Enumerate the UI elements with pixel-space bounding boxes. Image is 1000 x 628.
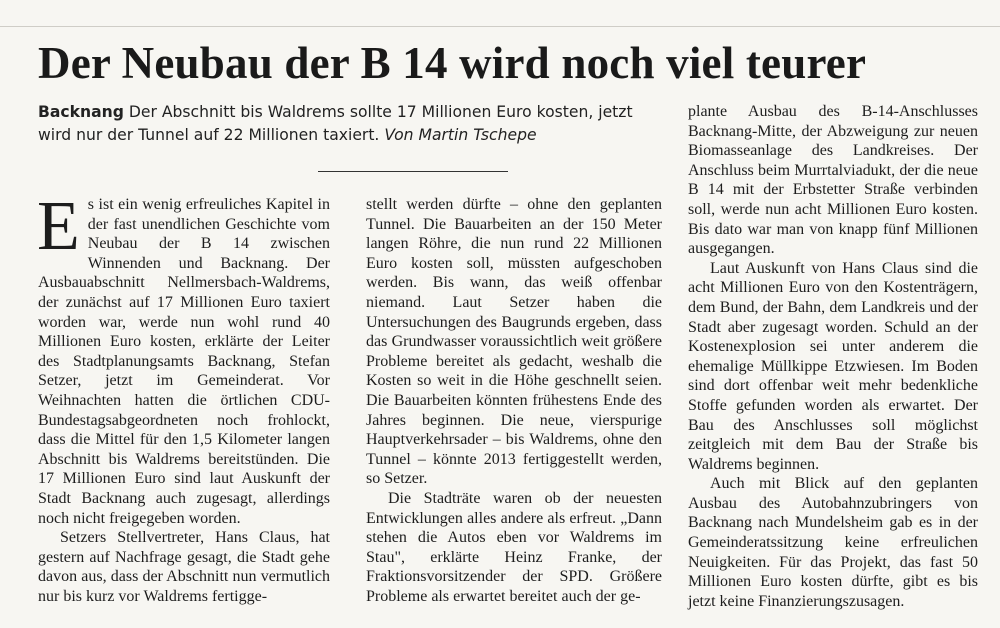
column-1 <box>37 188 330 606</box>
teaser-text: Der Abschnitt bis Waldrems sollte 17 Millionen Euro kosten, jetzt wird nur der Tunnel auf 22 Millionen taxiert. <box>38 103 633 144</box>
teaser <box>38 101 668 146</box>
paragraph: stellt werden dürfte – ohne den geplanten Tunnel. Die Bauarbeiten an der 150 Meter langen Röhre, die nun rund 22 Millionen Euro kosten soll, müssten aufgeschoben werden. Bis wann, das weiß offenbar niemand. Laut Setzer haben die Untersuchungen des Baugrunds ergeben, dass das Grundwasser voraussichtlich weit größere Probleme bereitet als gedacht, weshalb die Kosten so weit in die Höhe geschnellt seien. Die Bauarbeiten könnten frühestens Ende des Jahres beginnen. Die neue, vierspurige Hauptverkehrsader – bis Waldrems, ohne den Tunnel – könnte 2013 fertiggestellt werden, so Setzer. <box>366 196 662 488</box>
paragraph <box>37 188 330 528</box>
author-byline: Von Martin Tschepe <box>384 125 537 144</box>
column-3 <box>688 102 978 611</box>
paragraph: plante Ausbau des B-14-Anschlusses Backnang-Mitte, der Abzweigung zur neuen Biomasseanlage des Landkreises. Der Anschluss beim Murrtalviadukt, der die neue B 14 mit der Erbstetter Straße verbinden soll, werde nun acht Millionen Euro kosten. Bis dato war man von knapp fünf Millionen ausgegangen. <box>688 103 978 258</box>
previous-article-edge <box>0 0 1000 27</box>
paragraph: Laut Auskunft von Hans Claus sind die acht Millionen Euro von den Kostenträgern, dem Bund, der Bahn, dem Landkreis und der Stadt aber zugesagt worden. Schuld an der Kostenexplosion sei unter anderem die ehemalige Müllkippe Etzwiesen. Im Boden sind dort offenbar weit mehr bedenkliche Stoffe gefunden worden als erwartet. Der Bau des Anschlusses soll möglichst zeitgleich mit dem Bau der Straße bis Waldrems beginnen. <box>688 259 978 473</box>
paragraph: Die Stadträte waren ob der neuesten Entwicklungen alles andere als erfreut. „Dann stehen die Autos eben vor Waldrems im Stau", erklärte Heinz Franke, der Fraktionsvorsitzender der SPD. Größere Probleme als erwartet bereitet auch der ge- <box>366 489 662 605</box>
drop-cap: E <box>37 188 80 265</box>
paragraph: Setzers Stellvertreter, Hans Claus, hat gestern auf Nachfrage gesagt, die Stadt gehe davon aus, dass der Abschnitt nun vermutlich nur bis kurz vor Waldrems fertigge- <box>38 529 330 605</box>
column-2 <box>366 195 662 606</box>
separator-line <box>318 171 508 172</box>
paragraph: Auch mit Blick auf den geplanten Ausbau des Autobahnzubringers von Backnang nach Mundelsheim gab es in der Gemeinderatssitzung keine erfreulichen Neuigkeiten. Für das Projekt, das fast 50 Millionen Euro kosten dürfte, gibt es bis jetzt keine Finanzierungszusagen. <box>688 475 978 610</box>
headline: Der Neubau der B 14 wird noch viel teurer <box>38 38 867 88</box>
paragraph-text: s ist ein wenig erfreuliches Kapitel in der fast unendlichen Geschichte vom Neubau der B 14 zwischen Winnenden und Backnang. Der Ausbauabschnitt Nellmersbach-Waldrems, der zunächst auf 17 Millionen Euro taxiert worden war, werde nun wohl rund 40 Millionen Euro kosten, erklärte der Leiter des Stadtplanungsamts Backnang, Stefan Setzer, jetzt im Gemeinderat. Vor Weihnachten hatten die örtlichen CDU-Bundestagsabgeordneten noch frohlockt, dass die Mittel für den 1,5 Kilometer langen Abschnitt bis Waldrems bereitstünden. Die 17 Millionen Euro sind laut Auskunft der Stadt Backnang auch zugesagt, allerdings noch nicht freigegeben worden. <box>38 196 330 527</box>
teaser-location: Backnang <box>38 103 124 121</box>
